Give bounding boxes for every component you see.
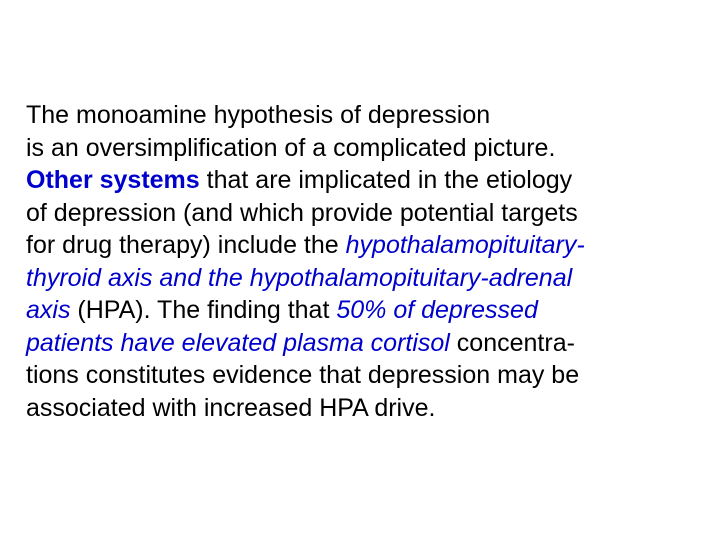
line-2 — [26, 132, 716, 165]
line-7 — [26, 294, 716, 327]
body-paragraph — [26, 99, 716, 424]
text-run: The monoamine hypothesis of depression — [26, 101, 491, 129]
highlight-axes: thyroid axis and the hypothalamopituitary-adrenal — [26, 263, 573, 292]
text-run: associated with increased HPA drive. — [26, 393, 436, 422]
highlight-axis: axis — [26, 296, 71, 324]
highlight-percent-depressed: 50% of depressed — [336, 296, 538, 324]
text-run: of depression (and which provide potential targets — [26, 198, 578, 227]
text-run: for drug therapy) include the — [26, 231, 346, 259]
highlight-hpt-axis: hypothalamopituitary- — [345, 231, 585, 259]
line-4 — [26, 197, 716, 230]
line-3 — [26, 164, 716, 197]
line-10 — [26, 392, 716, 425]
highlight-other-systems: Other systems — [26, 166, 200, 194]
text-run: (HPA). The finding that — [70, 296, 337, 324]
text-run: is an oversimplification of a complicated picture. — [26, 133, 556, 162]
line-6 — [26, 262, 716, 295]
text-run: that are implicated in the etiology — [199, 166, 573, 194]
text-run: concentra- — [449, 328, 575, 357]
line-5 — [26, 229, 716, 262]
highlight-cortisol: patients have elevated plasma cortisol — [26, 328, 450, 357]
text-run: tions constitutes evidence that depression may be — [26, 361, 580, 389]
line-8 — [26, 327, 716, 360]
line-1 — [26, 99, 716, 132]
line-9 — [26, 359, 716, 392]
